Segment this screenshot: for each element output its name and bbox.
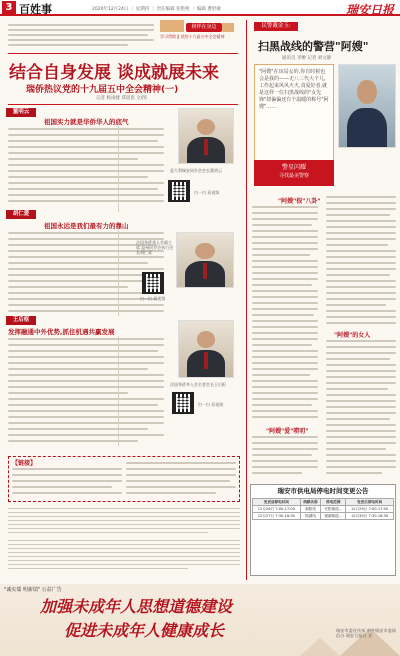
text-line [8,304,164,306]
table-header-row [253,499,394,506]
table-header: 变更前停电时间 [253,499,301,506]
text-line [8,286,128,288]
title-rule [8,53,238,54]
text-line [8,262,148,264]
text-line [8,404,158,406]
photo-caption: 意大利瑞安同乡会会长董明云 [170,168,222,173]
text-line [326,424,396,426]
text-line [8,362,164,364]
text-line [8,298,158,300]
text-line [326,388,388,390]
text-line [8,164,164,166]
text-line [8,310,164,312]
stamp-title: 警星闪耀 [281,164,306,171]
text-line [326,412,396,414]
text-line [326,346,396,348]
text-line [326,352,396,354]
text-line [252,436,318,438]
text-line [8,434,164,436]
text-line [126,492,216,494]
text-line [8,428,148,430]
column-divider [118,230,119,316]
text-line [8,256,164,258]
text-line [326,196,396,198]
text-line [8,524,240,525]
text-line [326,238,396,240]
text-line [8,560,240,561]
text-line [252,308,318,310]
text-line [252,260,318,262]
table-cell: 安阳街道… [321,506,346,513]
person-heading: 祖国永远是我们最有力的靠山 [44,222,129,230]
text-line [126,462,236,464]
person-heading: 发挥融通中外优势,抓住机遇共赢发展 [8,328,115,336]
text-line [326,202,396,204]
text-line [8,410,164,412]
text-line [8,338,164,340]
text-line [326,472,382,474]
column-badge-text: 学习贯彻 ‖ 党的十九届五中全会精神 [160,34,225,39]
text-line [252,212,318,214]
section-divider [246,20,247,580]
text-line [8,176,148,178]
text-line [252,314,314,316]
text-line [8,232,164,234]
person-heading: 祖国实力就是华侨华人的底气 [44,118,129,126]
text-line [252,368,318,370]
qr-label: 扫一扫 看视频 [198,402,224,407]
text-line [8,274,164,276]
text-line [252,460,318,462]
section-number: 3 [2,1,16,14]
text-line [326,256,396,258]
text-line [8,200,164,202]
right-story-tag: 民警戴金玉: [254,22,298,31]
issue-info: 2020年12月24日 ｜ 星期四 ｜ 责任编辑 张艳艳 ｜ 编辑 曹舒敏 [92,7,221,12]
text-line [8,128,164,130]
text-line [252,266,318,268]
text-line [326,274,390,276]
text-line [252,224,312,226]
text-line [326,232,396,234]
text-line [8,44,128,46]
table-header: 变更后停电时间 [346,499,394,506]
qr-code[interactable] [172,392,194,414]
text-line [126,474,236,476]
text-line [126,468,236,470]
text-line [8,292,164,294]
text-line [252,386,318,388]
text-line [8,268,164,270]
section-name: 百姓事 [19,3,52,16]
text-line [12,492,122,494]
text-line [8,564,240,565]
text-line [252,320,318,322]
table-cell: 朝阳线 [300,506,321,513]
text-line [326,466,396,468]
text-line [8,350,158,352]
text-line [252,332,318,334]
title-rule [8,104,238,105]
table-cell: 锦湖街道… [321,513,346,520]
text-line [8,540,240,541]
text-line [326,376,396,378]
table-header: 线路名称 [300,499,321,506]
right-section-heading: "阿嫂"很"八卦" [278,198,321,205]
column-badge-decoration-2 [222,23,234,32]
text-line [8,516,240,517]
text-line [326,340,396,342]
text-line [8,512,240,513]
text-line [8,134,164,136]
text-line [252,290,318,292]
text-line [326,406,396,408]
text-line [8,152,164,154]
main-byline: 记者 杨雨婕 郑思思 文/图 [96,96,147,101]
text-line [8,356,164,358]
column-badge: 榜样在身边 [186,23,222,32]
text-line [326,268,396,270]
text-line [8,532,208,533]
text-line [326,316,396,318]
text-line [12,480,122,482]
text-line [8,374,164,376]
mountain-decoration [300,638,340,656]
text-line [252,278,318,280]
text-line [326,370,396,372]
notice-title: 瑞安市供电局停电时间变更公告 [277,487,369,495]
text-line [252,416,318,418]
text-line [8,568,188,569]
text-line [8,140,158,142]
ad-tag: "诚实瑞 明新瑞" 公益广告 [4,587,62,593]
text-line [252,242,318,244]
text-line [252,272,318,274]
text-line [326,310,396,312]
text-line [252,350,318,352]
text-line [8,146,164,148]
text-line [8,194,164,196]
photo-hu-renai [176,232,234,288]
text-line [8,182,164,184]
text-line [326,250,396,252]
text-line [252,442,318,444]
person-name-tag: 董明云 [6,108,36,117]
text-line [326,418,390,420]
column-badge-decoration [160,20,184,32]
text-line [326,436,396,438]
text-line [326,214,390,216]
text-line [326,262,396,264]
text-line [326,280,396,282]
text-line [8,392,128,394]
qr-label: 扫一扫 看视频 [194,190,220,195]
text-line [8,280,164,282]
text-line [326,454,396,456]
text-line [252,362,318,364]
text-line [252,236,318,238]
right-section-heading: "阿嫂"爱"唠叨" [266,428,309,435]
text-line [252,392,318,394]
photo-caption: 法国华侨华人会名誉会长王后枢 [170,382,226,387]
text-line [326,400,396,402]
table-cell: 12月26日 7:00-17:00 [253,506,301,513]
person-name-tag: 王后枢 [6,316,36,325]
photo-dong-mingyun [178,108,234,164]
text-line [8,508,240,509]
text-line [252,326,318,328]
text-line [8,34,148,36]
text-line [326,382,396,384]
text-line [8,39,154,41]
text-line [8,170,164,172]
text-line [326,394,396,396]
text-line [8,188,158,190]
text-line [8,416,164,418]
text-line [8,556,240,557]
text-line [252,448,318,450]
text-line [8,520,240,521]
text-line [326,298,396,300]
text-line [252,398,318,400]
text-line [326,358,390,360]
ad-slogan-line-2: 促进未成年人健康成长 [64,621,225,640]
text-line [12,468,122,470]
stamp-subtitle: 寻找最美警察 [278,173,309,179]
text-line [12,474,122,476]
text-line [252,296,318,298]
table-cell: 锦湖线 [300,513,321,520]
table-header: 停电范围 [321,499,346,506]
text-line [326,220,396,222]
text-line [326,322,396,324]
text-line [8,29,154,31]
text-line [326,286,396,288]
text-line [326,304,386,306]
text-line [8,548,240,549]
main-title: 结合自身发展 谈成就展未来 [9,63,219,83]
text-line [8,368,148,370]
text-line [252,284,312,286]
text-line [326,208,396,210]
text-line [252,254,310,256]
text-line [326,442,396,444]
text-line [252,344,312,346]
notice-table [252,498,394,520]
text-line [126,480,230,482]
photo-dai-jinyu [338,64,396,148]
police-star-stamp [254,160,334,186]
text-line [252,374,310,376]
text-line [252,218,318,220]
photo-wang-houshu [178,320,234,378]
text-line [8,398,164,400]
text-line [8,386,164,388]
text-line [252,302,318,304]
text-line [326,292,396,294]
text-line [252,410,318,412]
table-row [253,506,394,513]
right-story-byline: 通讯员 李翀 记者 刘文静 [282,56,332,61]
text-line [252,206,318,208]
text-line [12,486,112,488]
table-cell: 12月30日 7:30-16:30 [346,513,394,520]
text-line [326,448,386,450]
text-line [326,364,396,366]
column-divider [118,336,119,446]
text-line [8,24,154,26]
right-story-title: 扫黑战线的警营"阿嫂" [258,40,369,53]
text-line [8,422,164,424]
table-cell: 12月27日 7:30-16:30 [253,513,301,520]
ad-credit: 瑞安市委宣传部 中共瑞安市委网信办 瑞安日报社 宣 [336,628,396,638]
paper-logo: 瑞安日报 [345,3,394,17]
qr-code[interactable] [142,272,164,294]
text-line [252,454,312,456]
text-line [8,344,164,346]
text-line [252,248,318,250]
text-line [326,226,396,228]
text-line [326,460,396,462]
qr-label: 扫一扫 看视频 [140,296,166,301]
text-line [252,338,318,340]
text-line [126,486,236,488]
quote-box: "阿嫂"在该局女的,你有时候也会是我的——无八三代大个儿,工作起来风风火火,真爱好者,就是这样一位扫黑战线的"女先锋"却偏偏还有个温暖的称号"阿嫂"…… [254,64,334,186]
photo-caption: 法国华侨华人会副主席 温州同乡会执行会长胡仁爱 [136,240,174,255]
main-subtitle: 瑞侨热议党的十九届五中全会精神(一) [26,85,179,95]
table-cell: 12月29日 7:00-17:00 [346,506,394,513]
text-line [326,430,396,432]
text-line [8,544,240,545]
text-line [8,380,164,382]
link-box-title: 【链接】 [12,460,37,467]
ad-slogan-line-1: 加强未成年人思想道德建设 [40,597,233,616]
text-line [252,472,302,474]
text-line [252,466,318,468]
right-section-heading: "阿嫂"的女人 [334,332,371,339]
qr-code[interactable] [168,180,190,202]
text-line [252,404,312,406]
text-line [8,528,240,529]
column-divider [118,126,119,212]
text-line [252,356,318,358]
person-name-tag: 胡仁爱 [6,210,36,219]
table-row [253,513,394,520]
text-line [252,230,318,232]
text-line [326,244,388,246]
text-line [8,552,240,553]
text-line [252,380,318,382]
